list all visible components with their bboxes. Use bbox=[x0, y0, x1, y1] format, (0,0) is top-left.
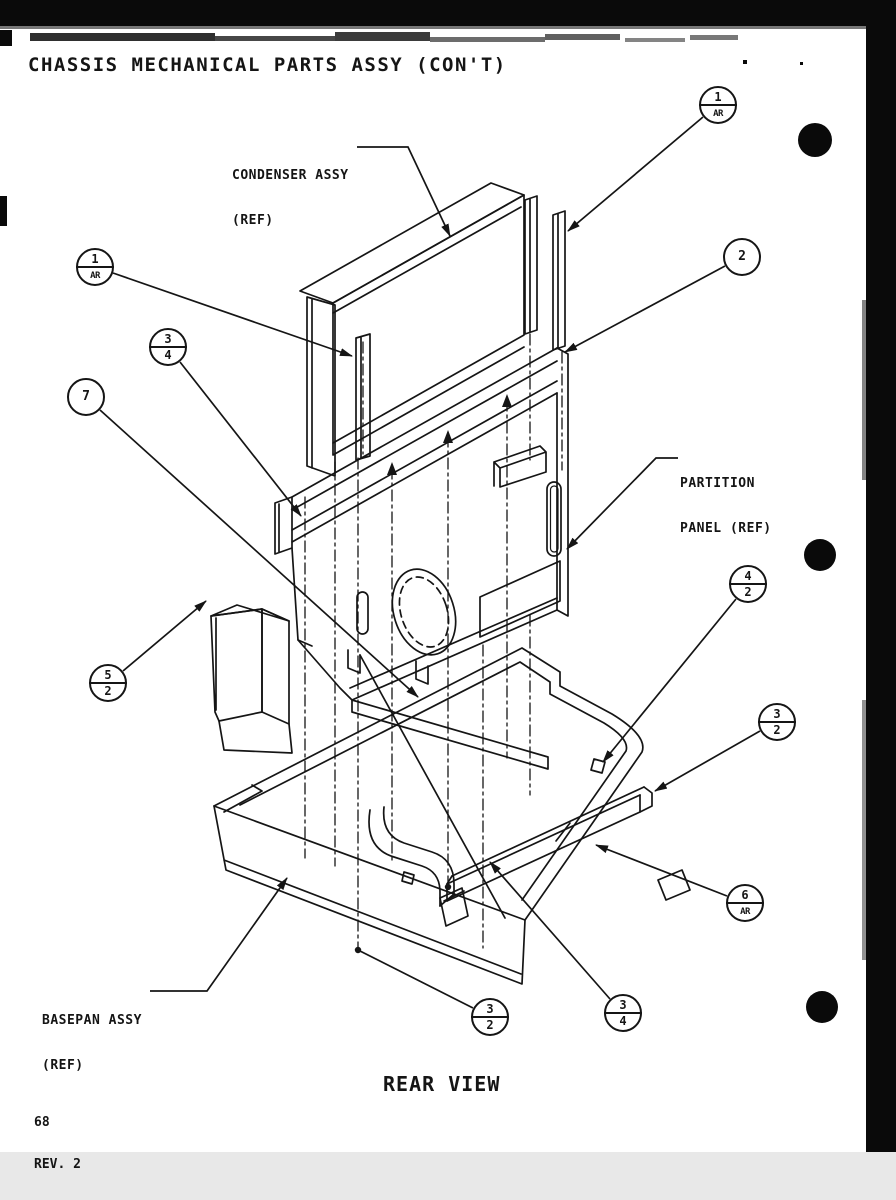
callout-4-2: 4 2 bbox=[729, 565, 767, 603]
callout-7: 7 bbox=[67, 378, 105, 416]
revision: REV. 2 bbox=[34, 1157, 81, 1172]
page-footer bbox=[34, 1088, 81, 1200]
binder-hole bbox=[798, 123, 832, 157]
partition-panel-label-line2: PANEL (REF) bbox=[680, 521, 772, 536]
leader-lines bbox=[100, 117, 760, 1008]
binder-holes bbox=[798, 123, 838, 1023]
partition-panel-drawing bbox=[275, 348, 568, 700]
mounting-box-drawing bbox=[211, 605, 292, 753]
basepan-label-leader bbox=[150, 878, 287, 991]
leader-4-2 bbox=[603, 599, 736, 762]
leader-2 bbox=[565, 266, 725, 352]
binder-hole bbox=[806, 991, 838, 1023]
projection-lines bbox=[305, 334, 562, 948]
callout-6-ar: 6 AR bbox=[726, 884, 764, 922]
callout-3-4-upper: 3 4 bbox=[149, 328, 187, 366]
condenser-assy-label-line2: (REF) bbox=[232, 213, 274, 228]
leader-1-ar-upper-right bbox=[568, 117, 703, 231]
callout-1-ar-upper-right: 1 AR bbox=[699, 86, 737, 124]
leader-3-2-lower bbox=[360, 951, 473, 1008]
binder-hole bbox=[804, 539, 836, 571]
partition-label-leader bbox=[567, 458, 678, 549]
basepan-assy-label-line1: BASEPAN ASSY bbox=[42, 1013, 142, 1028]
basepan-assy-label-line2: (REF) bbox=[42, 1058, 84, 1073]
view-caption: REAR VIEW bbox=[383, 1072, 501, 1096]
callout-5-2: 5 2 bbox=[89, 664, 127, 702]
callout-3-2-right: 3 2 bbox=[758, 703, 796, 741]
condenser-assy-label-line1: CONDENSER ASSY bbox=[232, 168, 349, 183]
partition-panel-label-line1: PARTITION bbox=[680, 476, 755, 491]
leader-3-4-upper bbox=[180, 362, 301, 516]
leader-5-2 bbox=[123, 601, 206, 671]
leader-3-2-right bbox=[655, 731, 760, 791]
page-number: 68 bbox=[34, 1115, 50, 1130]
callout-3-2-lower: 3 2 bbox=[471, 998, 509, 1036]
condenser-assy-label bbox=[232, 138, 349, 258]
projection-markers bbox=[355, 394, 512, 953]
support-rail-drawing bbox=[440, 787, 690, 926]
basepan-assy-label bbox=[42, 983, 142, 1103]
partition-panel-label bbox=[680, 446, 772, 566]
page-title: CHASSIS MECHANICAL PARTS ASSY (CON'T) bbox=[28, 54, 507, 76]
condenser-label-leader bbox=[357, 147, 450, 236]
callout-1-ar-left: 1 AR bbox=[76, 248, 114, 286]
basepan-drawing bbox=[214, 648, 643, 984]
callout-2: 2 bbox=[723, 238, 761, 276]
callout-3-4-lower: 3 4 bbox=[604, 994, 642, 1032]
